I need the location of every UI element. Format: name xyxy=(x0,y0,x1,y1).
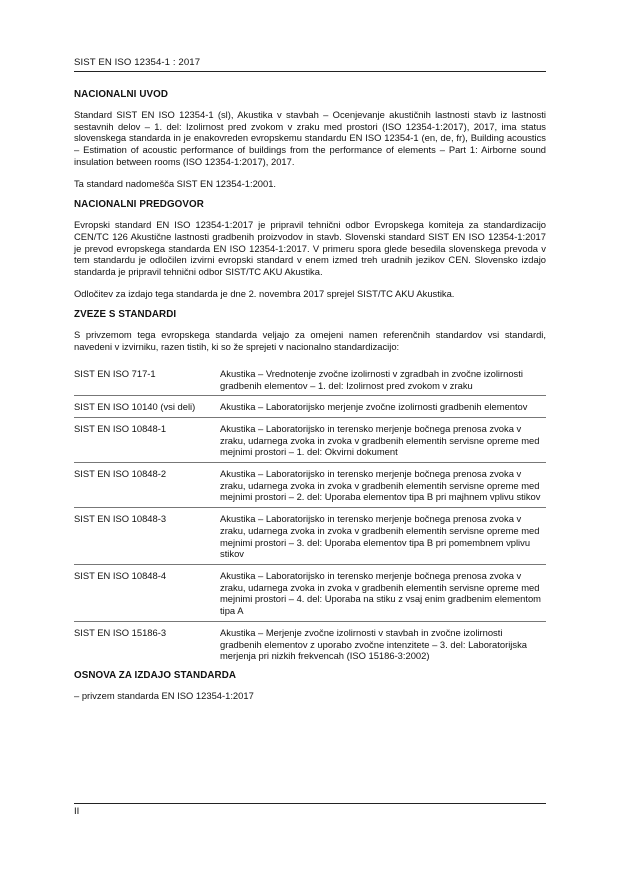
predgovor-paragraph-2: Odločitev za izdajo tega standarda je dne 2. novembra 2017 sprejel SIST/TC AKU Akustika. xyxy=(74,287,455,299)
standard-title: Akustika – Laboratorijsko merjenje zvočne izolirnosti gradbenih elementov xyxy=(220,401,528,413)
page-header: SIST EN ISO 12354-1 : 2017 xyxy=(74,57,201,68)
page-content xyxy=(74,89,546,712)
zveze-paragraph-1: S privzemom tega evropskega standarda veljajo za omejeni namen referenčnih standardov vsi standardi, navedeni v izvirniku, razen tistih, ki so že sprejeti v nacionalno standardizacijo: xyxy=(74,329,546,353)
standard-title: Akustika – Laboratorijsko in terensko merjenje bočnega prenosa zvoka v zraku, udarnega zvoka in zvoka v gradbenih elementih servisne opreme med mejnimi prostori – 4. del: Uporaba na stiku z vsaj enim gradbenim elementom tipa A xyxy=(220,569,541,617)
table-row xyxy=(74,621,546,666)
standard-title: Akustika – Laboratorijsko in terensko merjenje bočnega prenosa zvoka v zraku, udarnega zvoka in zvoka v gradbenih elementih servisne opreme med mejnimi prostori – 2. del: Uporaba elementov tipa B pri majhnem vplivu stikov xyxy=(220,468,541,503)
table-row xyxy=(74,462,546,507)
table-row xyxy=(74,363,546,395)
heading-nacionalni-uvod: NACIONALNI UVOD xyxy=(74,89,169,100)
standard-code: SIST EN ISO 10140 (vsi deli) xyxy=(74,401,196,413)
osnova-paragraph-1: – privzem standarda EN ISO 12354-1:2017 xyxy=(74,689,254,701)
heading-nacionalni-predgovor: NACIONALNI PREDGOVOR xyxy=(74,199,204,211)
predgovor-paragraph-1: Evropski standard EN ISO 12354-1:2017 je pripravil tehnični odbor Evropskega komiteja za standardizacijo CEN/TC 126 Akustične lastnosti gradbenih proizvodov in stavb. Slovenski standard SIST EN ISO 12354-1:2017 je prevod evropskega standarda EN ISO 12354-1:2017. V primeru spora glede besedila slovenskega prevoda v tem standardu je odločilen izvirni evropski standard v enem izmed treh uradnih jezikov CEN. Slovensko izdajo standarda je pripravil tehnični odbor SIST/TC AKU Akustika. xyxy=(74,219,546,278)
table-row xyxy=(74,395,546,417)
header-divider xyxy=(74,71,546,72)
heading-zveze-s-standardi: ZVEZE S STANDARDI xyxy=(74,309,177,321)
uvod-paragraph-1: Standard SIST EN ISO 12354-1 (sl), Akustika v stavbah – Ocenjevanje akustičnih lastnosti stavb iz lastnosti sestavnih delov – 1. del: Izolirnost pred zvokom v zraku med prostori (ISO 12354-1:2017), 2017, ima status slovenskega standarda in je enakovreden evropskemu standardu EN ISO 12354-1 (en, de, fr), Building acoustics – Estimation of acoustic performance of buildings from the performance of elements – Part 1: Airborne sound insulation between rooms (ISO 12354-1:2017), 2017. xyxy=(74,109,546,167)
standard-title: Akustika – Merjenje zvočne izolirnosti v stavbah in zvočne izolirnosti gradbenih elementov z uporabo zvočne intenzitete – 3. del: Laboratorijska merjenja pri nizkih frekvencah (ISO 15186-3:2002) xyxy=(220,626,527,662)
uvod-paragraph-2: Ta standard nadomešča SIST EN 12354-1:2001. xyxy=(74,177,277,189)
standard-code: SIST EN ISO 10848-4 xyxy=(74,569,167,581)
standard-title: Akustika – Vrednotenje zvočne izolirnosti v zgradbah in zvočne izolirnosti gradbenih elementov – 1. del: Izolirnost pred zvokom v zraku xyxy=(220,367,523,391)
standard-code: SIST EN ISO 10848-1 xyxy=(74,422,167,434)
standard-code: SIST EN ISO 10848-3 xyxy=(74,513,167,525)
footer-divider xyxy=(74,803,546,804)
standard-code: SIST EN ISO 10848-2 xyxy=(74,468,167,480)
standard-code: SIST EN ISO 717-1 xyxy=(74,367,156,379)
table-row xyxy=(74,507,546,564)
table-row xyxy=(74,417,546,462)
standard-title: Akustika – Laboratorijsko in terensko merjenje bočnega prenosa zvoka v zraku, udarnega zvoka in zvoka v gradbenih elementih servisne opreme med mejnimi prostori – 3. del: Uporaba elementov tipa B pri pomembnem vplivu stikov xyxy=(220,513,540,560)
standards-table xyxy=(74,363,546,666)
table-row xyxy=(74,564,546,621)
standard-code: SIST EN ISO 15186-3 xyxy=(74,626,167,638)
standard-title: Akustika – Laboratorijsko in terensko merjenje bočnega prenosa zvoka v zraku, udarnega zvoka in zvoka v gradbenih elementih servisne opreme med mejnimi prostori – 1. del: Okvirni dokument xyxy=(220,422,540,458)
heading-osnova-za-izdajo: OSNOVA ZA IZDAJO STANDARDA xyxy=(74,669,237,681)
page-number: II xyxy=(74,806,80,817)
